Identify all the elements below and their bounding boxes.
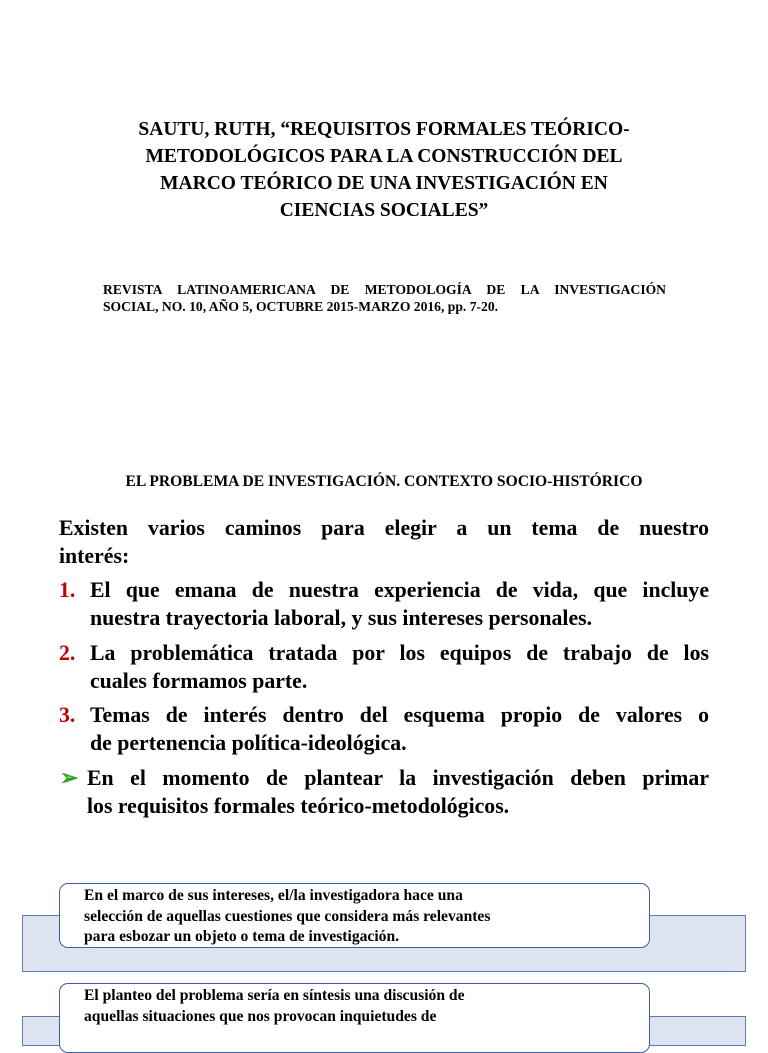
list-item-line: nuestra trayectoria laboral, y sus intereses personales. [90, 606, 593, 630]
paths-list [59, 576, 709, 826]
list-item [59, 764, 709, 820]
callout-box [59, 983, 650, 1053]
title-line: SAUTU, RUTH, “REQUISITOS FORMALES TEÓRICO- [138, 119, 630, 140]
list-item-line: Temas de interés dentro del esquema propio de valores o [90, 703, 709, 727]
intro-line: interés: [59, 544, 130, 568]
list-number: 3. [59, 703, 76, 727]
journal-line: SOCIAL, NO. 10, AÑO 5, OCTUBRE 2015-MARZO 2016, pp. 7-20. [103, 299, 499, 314]
document-title [70, 116, 698, 224]
callout-line: selección de aquellas cuestiones que considera más relevantes [84, 907, 491, 925]
list-item [59, 701, 709, 757]
callout-line: El planteo del problema sería en síntesis una discusión de [84, 987, 465, 1004]
list-item-line: los requisitos formales teórico-metodológicos. [87, 793, 510, 818]
journal-citation [103, 281, 666, 315]
callout-line: En el marco de sus intereses, el/la investigadora hace una [84, 887, 463, 904]
list-item-line: En el momento de plantear la investigación deben primar [87, 765, 709, 790]
list-item-line: de pertenencia política-ideológica. [90, 731, 407, 755]
title-line: CIENCIAS SOCIALES” [279, 200, 489, 221]
arrow-bullet-icon: ➢ [60, 765, 79, 790]
callout-box [59, 883, 650, 948]
journal-line: REVISTA LATINOAMERICANA DE METODOLOGÍA DE LA INVESTIGACIÓN [103, 282, 666, 297]
intro-line: Existen varios caminos para elegir a un tema de nuestro [59, 516, 709, 540]
section-title: EL PROBLEMA DE INVESTIGACIÓN. CONTEXTO SOCIO-HISTÓRICO [125, 473, 643, 490]
callout-line: para esbozar un objeto o tema de investigación. [84, 928, 400, 945]
list-item-line: El que emana de nuestra experiencia de vida, que incluye [90, 578, 709, 602]
list-number: 1. [59, 578, 76, 602]
list-item [59, 576, 709, 632]
list-item-line: cuales formamos parte. [90, 668, 308, 693]
callout-line: aquellas situaciones que nos provocan inquietudes de [84, 1007, 437, 1025]
intro-paragraph [59, 514, 709, 570]
title-line: MARCO TEÓRICO DE UNA INVESTIGACIÓN EN [160, 173, 608, 194]
list-item [59, 639, 709, 695]
list-number: 2. [59, 640, 76, 665]
title-line: METODOLÓGICOS PARA LA CONSTRUCCIÓN DEL [145, 146, 623, 167]
list-item-line: La problemática tratada por los equipos de trabajo de los [90, 640, 709, 665]
